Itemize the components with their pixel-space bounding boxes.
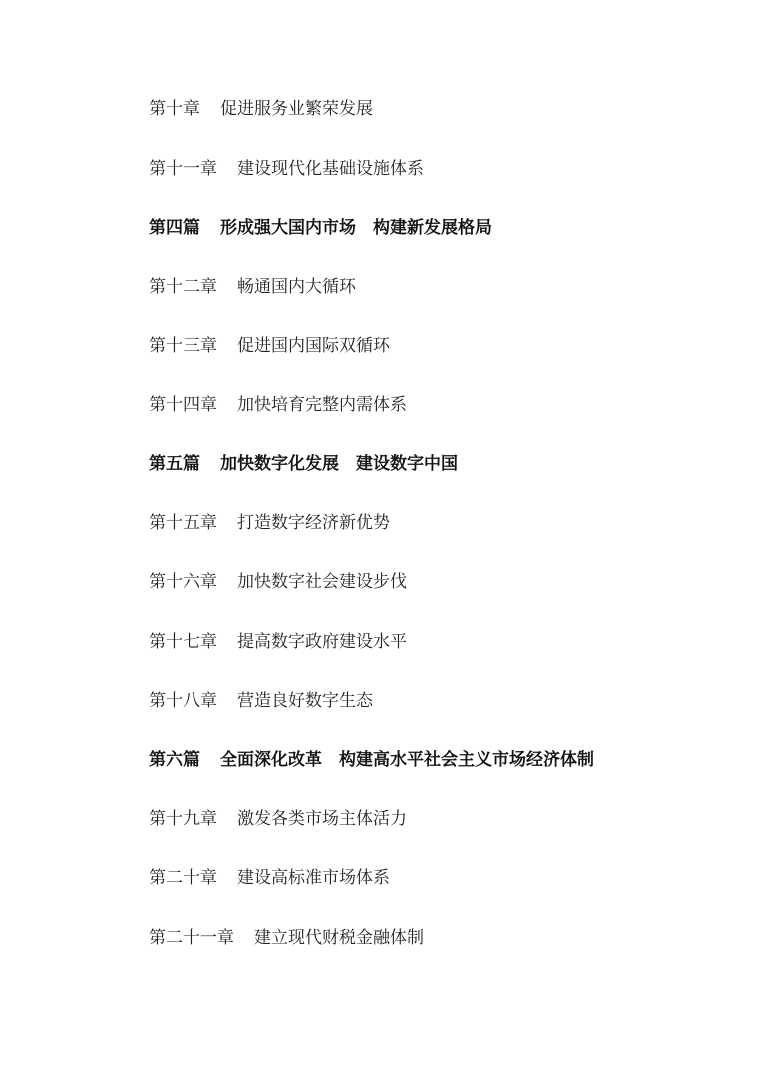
toc-chapter-18: [149, 689, 373, 713]
chapter-title: 促进国内国际双循环: [237, 336, 390, 356]
toc-part-5: [149, 452, 458, 476]
toc-chapter-21: [149, 926, 424, 950]
chapter-number: 第十章: [149, 99, 200, 119]
chapter-number: 第十二章: [149, 277, 217, 297]
chapter-number: 第十四章: [149, 395, 217, 415]
chapter-title: 畅通国内大循环: [237, 277, 356, 297]
toc-chapter-20: [149, 866, 390, 890]
chapter-title: 提高数字政府建设水平: [237, 632, 407, 652]
chapter-title: 营造良好数字生态: [237, 691, 373, 711]
chapter-number: 第十六章: [149, 572, 217, 592]
toc-part-6: [149, 748, 594, 772]
toc-chapter-14: [149, 393, 407, 417]
chapter-number: 第二十一章: [149, 928, 234, 948]
chapter-number: 第十九章: [149, 809, 217, 829]
part-number: 第五篇: [149, 454, 200, 474]
chapter-title: 激发各类市场主体活力: [237, 809, 407, 829]
part-number: 第六篇: [149, 750, 200, 770]
chapter-title: 打造数字经济新优势: [237, 513, 390, 533]
chapter-number: 第十八章: [149, 691, 217, 711]
chapter-title: 建设现代化基础设施体系: [237, 159, 424, 179]
toc-chapter-11: [149, 157, 424, 181]
toc-part-4: [149, 216, 492, 240]
toc-chapter-19: [149, 807, 407, 831]
chapter-title: 加快培育完整内需体系: [237, 395, 407, 415]
toc-chapter-12: [149, 275, 356, 299]
toc-chapter-17: [149, 630, 407, 654]
part-title: 形成强大国内市场 构建新发展格局: [220, 218, 492, 238]
toc-chapter-13: [149, 334, 390, 358]
part-title: 全面深化改革 构建高水平社会主义市场经济体制: [220, 750, 594, 770]
chapter-title: 加快数字社会建设步伐: [237, 572, 407, 592]
chapter-number: 第十三章: [149, 336, 217, 356]
part-title: 加快数字化发展 建设数字中国: [220, 454, 458, 474]
toc-chapter-10: [149, 97, 373, 121]
chapter-title: 建设高标准市场体系: [237, 868, 390, 888]
toc-chapter-16: [149, 570, 407, 594]
chapter-number: 第十一章: [149, 159, 217, 179]
chapter-number: 第十七章: [149, 632, 217, 652]
part-number: 第四篇: [149, 218, 200, 238]
toc-chapter-15: [149, 511, 390, 535]
chapter-title: 促进服务业繁荣发展: [220, 99, 373, 119]
chapter-title: 建立现代财税金融体制: [254, 928, 424, 948]
chapter-number: 第二十章: [149, 868, 217, 888]
chapter-number: 第十五章: [149, 513, 217, 533]
